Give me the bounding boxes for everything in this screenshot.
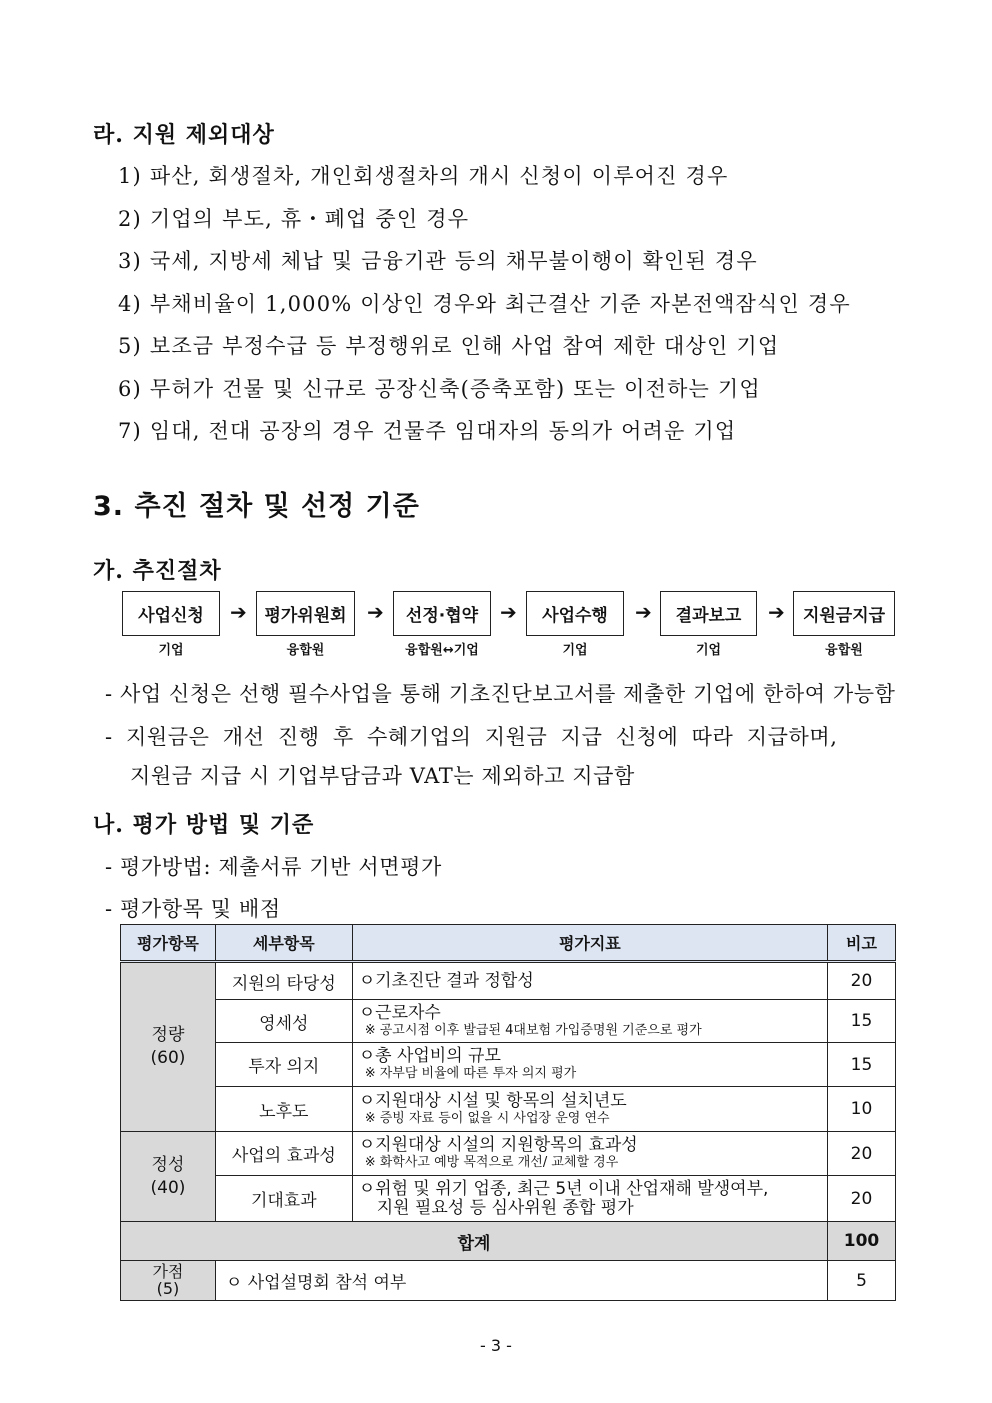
step-actor: 기업 <box>158 643 184 658</box>
header-cell: 세부항목 <box>215 925 352 962</box>
step-box-agreement: 선정·협약 <box>393 591 491 636</box>
process-note: - 사업 신청은 선행 필수사업을 통해 기초진단보고서를 제출한 기업에 한하여 가능함 <box>105 682 896 706</box>
step-actor: 기업 <box>562 643 588 658</box>
header-cell: 비고 <box>828 925 896 962</box>
step-box-committee: 평가위원회 <box>256 591 355 636</box>
table-row <box>121 962 896 1000</box>
indicator: ㅇ총 사업비의 규모 ※ 자부담 비율에 따른 투자 의지 평가 <box>352 1043 827 1087</box>
bonus-score: 5 <box>828 1261 896 1301</box>
table-row <box>121 1000 896 1043</box>
bonus-text: ㅇ 사업설명회 참석 여부 <box>215 1261 827 1301</box>
step-box-apply: 사업신청 <box>122 591 220 636</box>
total-row <box>121 1222 896 1261</box>
section-3-title: 3. 추진 절차 및 선정 기준 <box>93 491 420 522</box>
bonus-row <box>121 1261 896 1301</box>
table-header-row <box>121 925 896 962</box>
step-actor: 기업 <box>695 643 722 658</box>
indicator: ㅇ기초진단 결과 정합성 <box>352 962 827 1000</box>
section-la-title: 라. 지원 제외대상 <box>93 122 275 148</box>
sub-item: 사업의 효과성 <box>215 1132 352 1176</box>
sub-item: 투자 의지 <box>215 1043 352 1087</box>
sub-item: 영세성 <box>215 1000 352 1043</box>
step-actor: 융합원 <box>286 643 325 658</box>
step-actor: 융합원↔기업 <box>405 643 479 658</box>
header-cell: 평가지표 <box>352 925 827 962</box>
table-row <box>121 1087 896 1132</box>
eval-items-label: - 평가항목 및 배점 <box>105 897 281 921</box>
category-qualitative: 정성 (40) <box>121 1132 216 1222</box>
step-actor: 융합원 <box>825 643 863 658</box>
score: 15 <box>828 1043 896 1087</box>
exclusion-item: 1) 파산, 회생절차, 개인회생절차의 개시 신청이 이루어진 경우 <box>118 164 729 188</box>
exclusion-item: 6) 무허가 건물 및 신규로 공장신축(증축포함) 또는 이전하는 기업 <box>118 377 761 401</box>
exclusion-item: 7) 임대, 전대 공장의 경우 건물주 임대자의 동의가 어려운 기업 <box>118 419 737 443</box>
section-ga-title: 가. 추진절차 <box>93 558 222 584</box>
exclusion-item: 4) 부채비율이 1,000% 이상인 경우와 최근결산 기준 자본전액잠식인 경우 <box>118 292 851 316</box>
step-box-execution: 사업수행 <box>526 591 624 636</box>
total-label: 합계 <box>121 1222 828 1261</box>
indicator: ㅇ지원대상 시설의 지원항목의 효과성 ※ 화학사고 예방 목적으로 개선/ 교체할 경우 <box>352 1132 827 1176</box>
process-note: - 지원금은 개선 진행 후 수혜기업의 지원금 지급 신청에 따라 지급하며, <box>105 725 838 749</box>
indicator: ㅇ지원대상 시설 및 항목의 설치년도 ※ 증빙 자료 등이 없을 시 사업장 운영 연수 <box>352 1087 827 1132</box>
arrow-icon: ➔ <box>768 600 785 624</box>
score: 20 <box>828 962 896 1000</box>
indicator: ㅇ위험 및 위기 업종, 최근 5년 이내 산업재해 발생여부, 지원 필요성 등 심사위원 종합 평가 <box>352 1176 827 1222</box>
table-row <box>121 1043 896 1087</box>
score: 10 <box>828 1087 896 1132</box>
evaluation-table <box>120 924 896 1301</box>
score: 20 <box>828 1132 896 1176</box>
bonus-category: 가점 (5) <box>121 1261 216 1301</box>
page-number: - 3 - <box>480 1336 512 1355</box>
process-note: 지원금 지급 시 기업부담금과 VAT는 제외하고 지급함 <box>130 764 635 788</box>
indicator: ㅇ근로자수 ※ 공고시점 이후 발급된 4대보험 가입증명원 기준으로 평가 <box>352 1000 827 1043</box>
exclusion-item: 3) 국세, 지방세 체납 및 금융기관 등의 채무불이행이 확인된 경우 <box>118 249 758 273</box>
step-box-payment: 지원금지급 <box>793 591 895 636</box>
eval-method: - 평가방법: 제출서류 기반 서면평가 <box>105 855 442 879</box>
header-cell: 평가항목 <box>121 925 216 962</box>
arrow-icon: ➔ <box>367 600 384 624</box>
arrow-icon: ➔ <box>500 600 517 624</box>
arrow-icon: ➔ <box>635 600 652 624</box>
section-na-title: 나. 평가 방법 및 기준 <box>93 812 315 838</box>
exclusion-item: 2) 기업의 부도, 휴・폐업 중인 경우 <box>118 207 470 231</box>
score: 20 <box>828 1176 896 1222</box>
sub-item: 기대효과 <box>215 1176 352 1222</box>
category-quantitative: 정량 (60) <box>121 962 216 1132</box>
exclusion-item: 5) 보조금 부정수급 등 부정행위로 인해 사업 참여 제한 대상인 기업 <box>118 334 780 358</box>
sub-item: 지원의 타당성 <box>215 962 352 1000</box>
table-row <box>121 1132 896 1176</box>
table-row <box>121 1176 896 1222</box>
arrow-icon: ➔ <box>230 600 247 624</box>
sub-item: 노후도 <box>215 1087 352 1132</box>
total-score: 100 <box>828 1222 896 1261</box>
step-box-report: 결과보고 <box>660 591 757 636</box>
score: 15 <box>828 1000 896 1043</box>
